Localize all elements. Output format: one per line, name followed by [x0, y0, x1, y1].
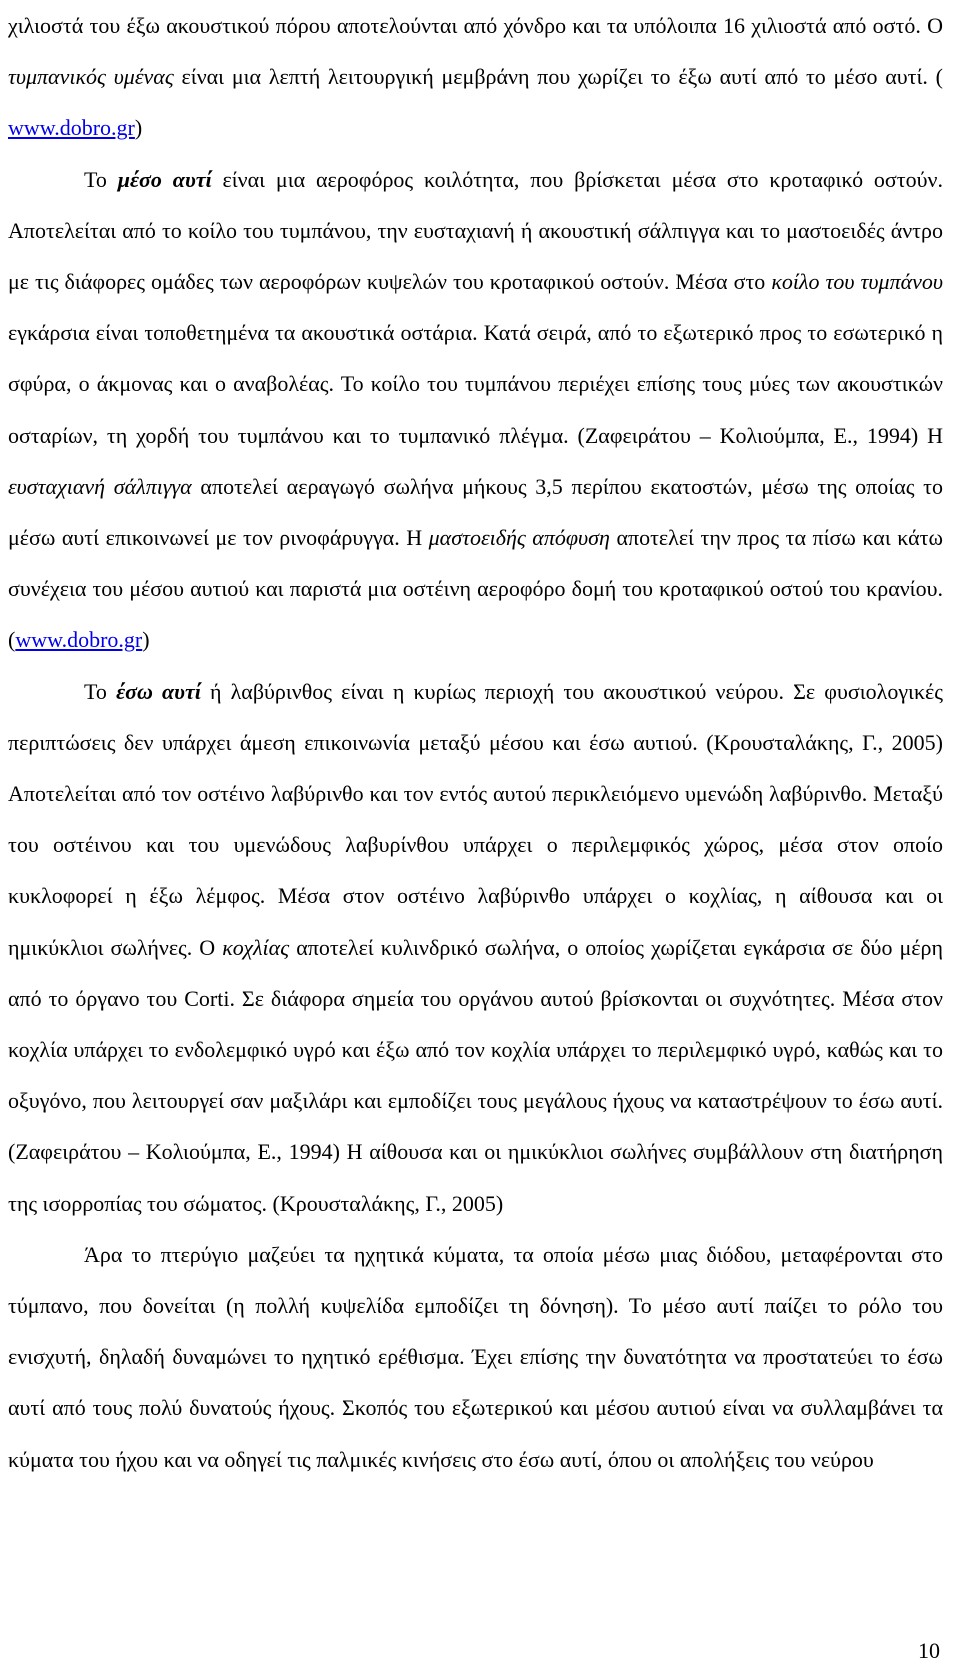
italic-term: μαστοειδής απόφυση — [428, 525, 610, 551]
text-run: Το — [84, 678, 117, 704]
text-run: αποτελεί αεραγωγό σωλήνα μήκους 3,5 περίπου εκατοστών, μέσω της οποίας το μέσω αυτί επικοινωνεί με τον ρινοφάρυγγα. Η — [8, 473, 943, 551]
text-run: εγκάρσια είναι τοποθετημένα τα ακουστικά οστάρια. Κατά σειρά, από το εξωτερικό προς το εσωτερικό η σφύρα, ο άκμονας και ο αναβολέας. Το κοίλο του τυμπάνου περιέχει επίσης τους μύες των ακουστικών οσταρίων, τη χορδή του τυμπάνου και το τυμπανικό πλέγμα. (Ζαφειράτου – Κολιούμπα, Ε., 1994) Η — [8, 320, 943, 448]
section-term: έσω αυτί — [116, 678, 201, 704]
italic-term: κοχλίας — [222, 934, 290, 960]
source-link[interactable]: www.dobro.gr — [8, 115, 135, 141]
text-run: αποτελεί κυλινδρικό σωλήνα, ο οποίος χωρίζεται εγκάρσια σε δύο μέρη από το όργανο του Corti. Σε διάφορα σημεία του οργάνου αυτού βρίσκονται οι συχνότητες. Μέσα στον κοχλία υπάρχει το ενδολεμφικό υγρό και έξω από τον κοχλία υπάρχει το περιλεμφικό υγρό, καθώς και το οξυγόνο, που λειτουργεί σαν μαξιλάρι και εμποδίζει τους μεγάλους ήχους να καταστρέψουν το έσω αυτί. (Ζαφειράτου – Κολιούμπα, Ε., 1994) Η αίθουσα και οι ημικύκλιοι σωλήνες συμβάλλουν στη διατήρηση της ισορροπίας του σώματος. (Κρουσταλάκης, Γ., 2005) — [8, 934, 943, 1216]
italic-term: ευσταχιανή σάλπιγγα — [8, 473, 192, 499]
text-run: ) — [134, 115, 143, 141]
paragraph — [8, 154, 943, 666]
source-link[interactable]: www.dobro.gr — [15, 627, 143, 653]
italic-term: κοίλο του τυμπάνου — [771, 269, 944, 295]
italic-term: τυμπανικός υμένας — [8, 64, 174, 90]
text-run: Άρα το πτερύγιο μαζεύει τα ηχητικά κύματα, τα οποία μέσω μιας διόδου, μεταφέρονται στο τύμπανο, που δονείται (η πολλή κυψελίδα εμποδίζει τη δόνηση). Το μέσο αυτί παίζει το ρόλο του ενισχυτή, δηλαδή δυναμώνει το ηχητικό ερέθισμα. Έχει επίσης την δυνατότητα να προστατεύει το έσω αυτί από τους πολύ δυνατούς ήχους. Σκοπός του εξωτερικού και μέσου αυτιού είναι να συλλαμβάνει τα κύματα του ήχου και να οδηγεί τις παλμικές κινήσεις στο έσω αυτί, όπου οι απολήξεις του νεύρου — [8, 1241, 943, 1472]
text-run: είναι μια λεπτή λειτουργική μεμβράνη που χωρίζει το έξω αυτί από το μέσο αυτί. ( — [173, 64, 943, 90]
text-run: αποτελεί την προς τα πίσω και κάτω συνέχεια του μέσου αυτιού και παριστά μια οστέινη αεροφόρο δομή του κροταφικού οστού του κρανίου. ( — [8, 525, 943, 653]
text-run: χιλιοστά του έξω ακουστικού πόρου αποτελούνται από χόνδρο και τα υπόλοιπα 16 χιλιοστά από οστό. Ο — [8, 13, 943, 38]
text-run: ή λαβύρινθος είναι η κυρίως περιοχή του ακουστικού νεύρου. Σε φυσιολογικές περιπτώσεις δεν υπάρχει άμεση επικοινωνία μεταξύ μέσου και έσω αυτιού. (Κρουσταλάκης, Γ., 2005) Αποτελείται από τον οστέινο λαβύρινθο και τον εντός αυτού περικλειόμενο υμενώδη λαβύρινθο. Μεταξύ του οστέινου και του υμενώδους λαβυρίνθου υπάρχει ο περιλεμφικός χώρος, μέσα στον οποίο κυκλοφορεί η έξω λέμφος. Μέσα στον οστέινο λαβύρινθο υπάρχει ο κοχλίας, η αίθουσα και οι ημικύκλιοι σωλήνες. Ο — [8, 678, 943, 960]
paragraph — [8, 666, 943, 1229]
page-number: 10 — [918, 1638, 940, 1663]
section-term: μέσο αυτί — [117, 166, 212, 192]
body-text — [8, 0, 943, 1485]
paragraph — [8, 1229, 943, 1485]
paragraph — [8, 0, 943, 154]
text-run: Το — [84, 166, 118, 192]
text-run: ) — [142, 627, 150, 653]
text-run: είναι μια αεροφόρος κοιλότητα, που βρίσκεται μέσα στο κροταφικό οστούν. Αποτελείται από το κοίλο του τυμπάνου, την ευσταχιανή ή ακουστική σάλπιγγα και το μαστοειδές άντρο με τις διάφορες ομάδες των αεροφόρων κυψελών του κροταφικού οστούν. Μέσα στο — [8, 166, 943, 295]
